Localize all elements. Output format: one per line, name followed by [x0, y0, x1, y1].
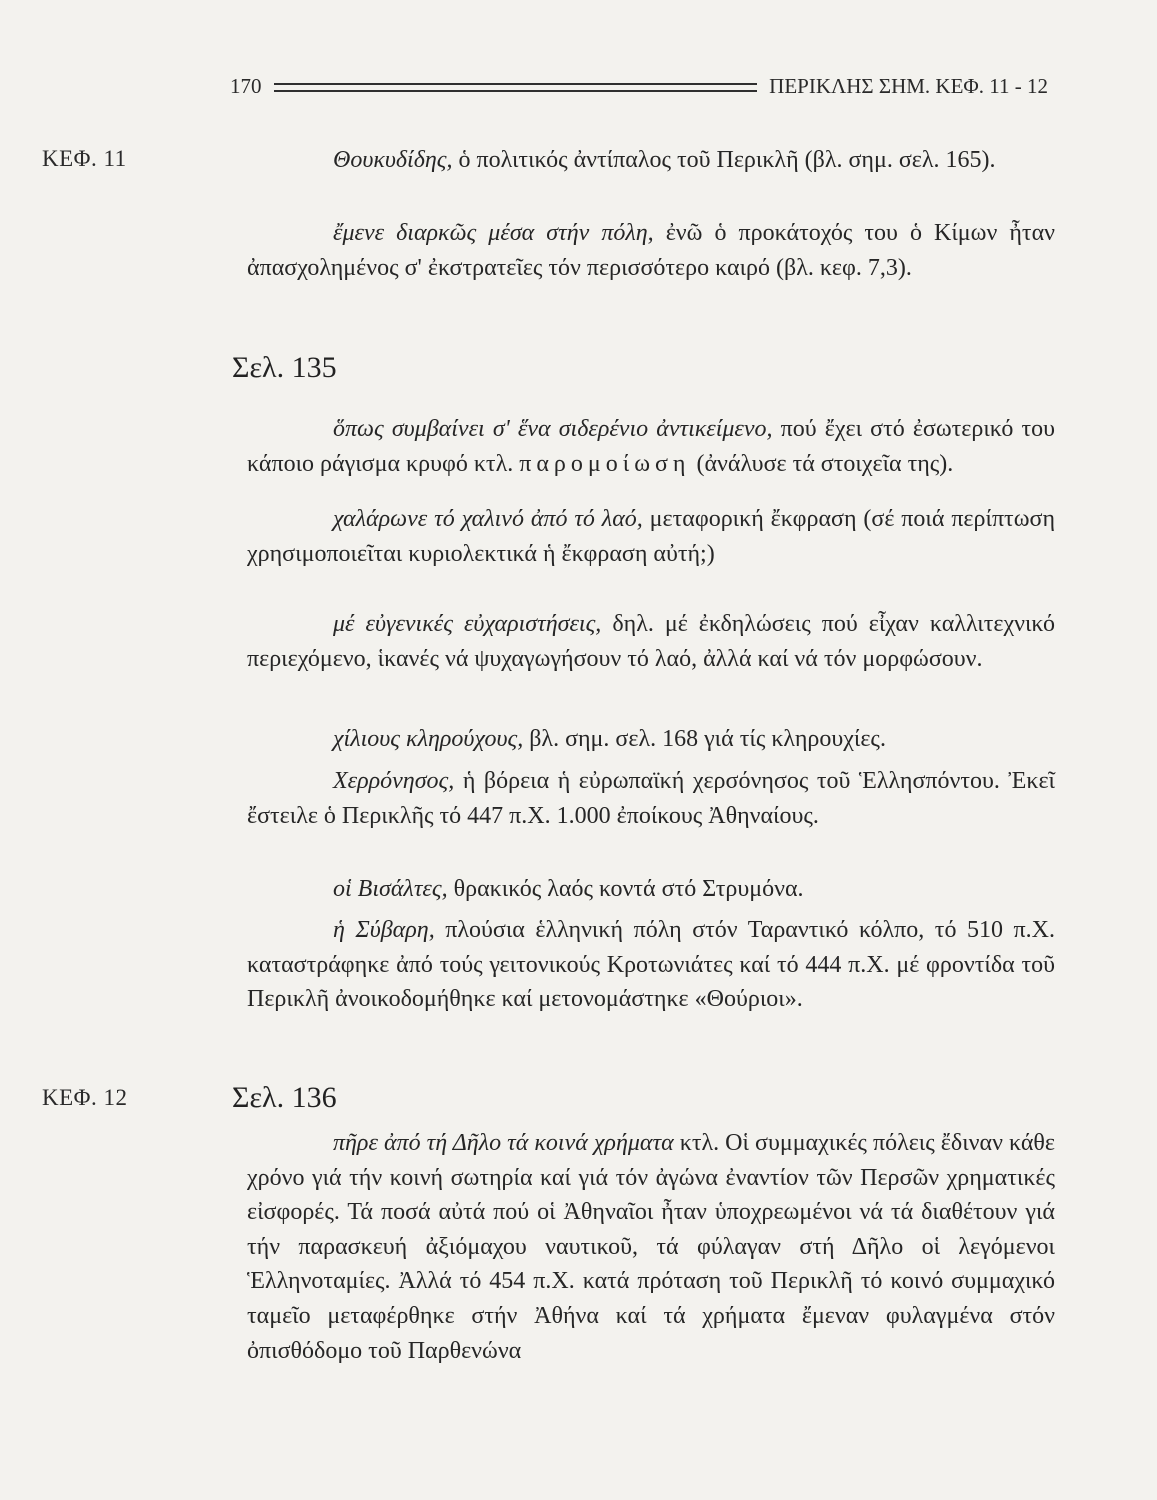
- note-paragraph: [247, 913, 1055, 1017]
- note-text: κτλ. Οἱ συμμαχικές πόλεις ἔδιναν κάθε χρόνο γιά τήν κοινή σωτηρία καί γιά τόν ἀγώνα ἐναντίον τῶν Περσῶν χρηματικές εἰσφορές. Τά ποσά αὐτά πού οἱ Ἀθηναῖοι ἦταν ὑποχρεωμένοι νά τά διαθέτουν γιά τήν παρασκευή ἀξιόμαχου ναυτικοῦ, τά φύλαγαν στή Δῆλο οἱ λεγόμενοι Ἑλληνοταμίες. Ἀλλά τό 454 π.Χ. κατά πρόταση τοῦ Περικλῆ τό κοινό συμμαχικό ταμεῖο μεταφέρθηκε στήν Ἀθήνα καί τά χρήματα ἔμεναν φυλαγμένα στόν ὀπισθόδομο τοῦ Παρθενώνα: [247, 1130, 1056, 1364]
- note-spaced-term: παρομοίωση: [519, 450, 691, 477]
- note-term: οἱ Βισάλτες,: [333, 876, 448, 902]
- note-paragraph: [247, 1126, 1055, 1368]
- note-paragraph: [247, 412, 1055, 481]
- running-title: ΠΕΡΙΚΛΗΣ ΣΗΜ. ΚΕΦ. 11 - 12: [769, 73, 1048, 98]
- note-term: Χερρόνησος,: [333, 768, 455, 794]
- note-text: μεταφορική ἔκφραση (σέ ποιά περίπτωση χρησιμοποιεῖται κυριολεκτικά ἡ ἔκφραση αὐτή;): [247, 506, 1055, 567]
- note-text: ἡ βόρεια ἡ εὐρωπαϊκή χερσόνησος τοῦ Ἑλλησπόντου. Ἐκεῖ ἔστειλε ὁ Περικλῆς τό 447 π.Χ. 1.000 ἐποίκους Ἀθηναίους.: [247, 768, 1055, 829]
- note-term: Θουκυδίδης,: [333, 147, 453, 173]
- note-term: πῆρε ἀπό τή Δῆλο τά κοινά χρήματα: [333, 1130, 674, 1156]
- note-text: ὁ πολιτικός ἀντίπαλος τοῦ Περικλῆ (βλ. σημ. σελ. 165).: [452, 147, 996, 173]
- note-paragraph: [247, 216, 1055, 285]
- note-paragraph: [247, 764, 1055, 833]
- note-term: ὅπως συμβαίνει σ' ἕνα σιδερένιο ἀντικείμενο,: [333, 416, 773, 442]
- note-text: θρακικός λαός κοντά στό Στρυμόνα.: [447, 876, 804, 902]
- page-number: 170: [230, 73, 262, 98]
- margin-chapter-11: ΚΕΦ. 11: [42, 146, 127, 171]
- note-text: δηλ. μέ ἐκδηλώσεις πού εἶχαν καλλιτεχνικό περιεχόμενο, ἱκανές νά ψυχαγωγήσουν τό λαό, ἀλλά καί νά τόν μορφώσουν.: [247, 611, 1055, 672]
- note-text: (ἀνάλυσε τά στοιχεῖα της).: [690, 450, 954, 477]
- note-term: ἡ Σύβαρη,: [333, 917, 435, 943]
- note-paragraph: [247, 143, 1055, 178]
- note-paragraph: [247, 607, 1055, 676]
- note-paragraph: [247, 872, 1055, 907]
- margin-chapter-12: ΚΕΦ. 12: [42, 1085, 128, 1110]
- note-text: πλούσια ἑλληνική πόλη στόν Ταραντικό κόλπο, τό 510 π.Χ. καταστράφηκε ἀπό τούς γειτονικούς Κροτωνιάτες καί τό 444 π.Χ. μέ φροντίδα τοῦ Περικλῆ ἀνοικοδομήθηκε καί μετονομάστηκε «Θούριοι».: [247, 917, 1055, 1013]
- note-term: χαλάρωνε τό χαλινό ἀπό τό λαό,: [333, 506, 643, 532]
- note-term: μέ εὐγενικές εὐχαριστήσεις,: [333, 611, 602, 637]
- note-text: βλ. σημ. σελ. 168 γιά τίς κληρουχίες.: [523, 726, 886, 752]
- note-text: ἐνῶ ὁ προκάτοχός του ὁ Κίμων ἦταν ἀπασχολημένος σ' ἐκστρατεῖες τόν περισσότερο καιρό (βλ. κεφ. 7,3).: [247, 220, 1055, 281]
- section-heading-sel-135: Σελ. 135: [232, 351, 337, 384]
- note-text: πού ἔχει στό ἐσωτερικό του κάποιο ράγισμα κρυφό κτλ.: [247, 416, 1055, 477]
- note-paragraph: [247, 722, 1055, 757]
- note-term: χίλιους κληρούχους,: [333, 726, 524, 752]
- note-term: ἔμενε διαρκῶς μέσα στήν πόλη,: [333, 220, 654, 246]
- section-heading-sel-136: Σελ. 136: [232, 1081, 337, 1114]
- note-paragraph: [247, 502, 1055, 571]
